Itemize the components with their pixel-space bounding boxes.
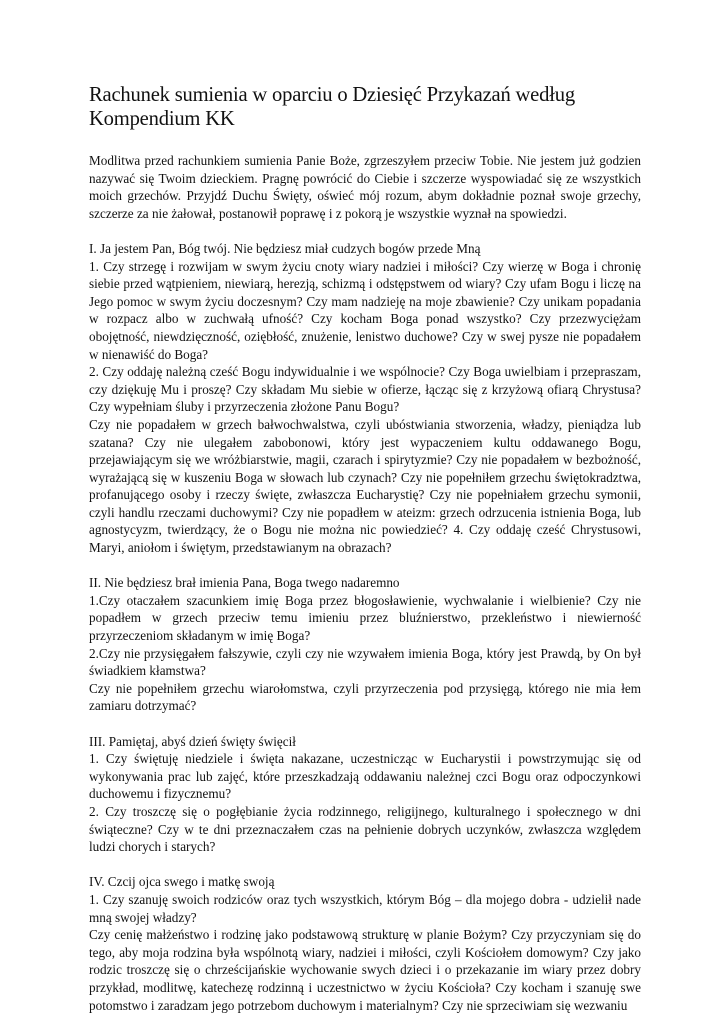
commandment-4-paragraph-1: 1. Czy szanuję swoich rodziców oraz tych wszystkich, którym Bóg – dla mojego dobra - udzielił nade mną swojej władzy? [89, 891, 641, 925]
commandment-2-heading: II. Nie będziesz brał imienia Pana, Boga twego nadaremno [89, 575, 400, 591]
commandment-3-heading: III. Pamiętaj, abyś dzień święty święcił [89, 733, 296, 749]
commandment-1-heading: I. Ja jestem Pan, Bóg twój. Nie będziesz miał cudzych bogów przede Mną [89, 240, 481, 256]
section-gap [89, 715, 641, 733]
section-gap [89, 557, 641, 575]
commandment-2-paragraph-2: 2.Czy nie przysięgałem fałszywie, czyli czy nie wzywałem imienia Boga, który jest Prawdą, by On był świadkiem kłamstwa? [89, 645, 641, 679]
commandment-4-heading: IV. Czcij ojca swego i matkę swoją [89, 874, 275, 890]
commandment-2-paragraph-1: 1.Czy otaczałem szacunkiem imię Boga przez błogosławienie, wychwalanie i wielbienie? Czy nie popadłem w grzech przeciw temu imieniu przez bluźnierstwo, przekleństwo i niewierność przyrzeczeniom składanym w imię Boga? [89, 592, 641, 644]
intro-prayer: Modlitwa przed rachunkiem sumienia Panie Boże, zgrzeszyłem przeciw Tobie. Nie jestem już godzien nazywać się Twoim dzieckiem. Pragnę powrócić do Ciebie i szczerze wyspowiadać się ze wszystkich moich grzechów. Przyjdź Duchu Święty, oświeć mój rozum, abym dokładnie poznał swoje grzechy, szczerze za nie żałował, postanowił poprawę i z pokorą je wszystkie wyznał na spowiedzi. [89, 153, 641, 221]
document-page [89, 83, 641, 1014]
commandment-3-paragraph-1: 1. Czy świętuję niedziele i święta nakazane, uczestnicząc w Eucharystii i powstrzymując się od wykonywania prac lub zajęć, które przeszkadzają oddawaniu należnej czci Bogu oraz odpoczynkowi duchowemu i fizycznemu? [89, 751, 641, 802]
section-gap [89, 856, 641, 874]
section-gap [89, 222, 641, 240]
commandment-1-paragraph-1: 1. Czy strzegę i rozwijam w swym życiu cnoty wiary nadziei i miłości? Czy wierzę w Boga i chronię siebie przed wątpieniem, niewiarą, herezją, schizmą i odstępstwem od wiary? Czy ufam Bogu i liczę na Jego pomoc w swym życiu doczesnym? Czy mam nadzieję na moje zbawienie? Czy unikam popadania w rozpacz albo w zuchwałą ufność? Czy kocham Boga ponad wszystko? Czy przezwyciężam obojętność, niewdzięczność, oziębłość, znużenie, lenistwo duchowe? Czy w swej pysze nie popadałem w nienawiść do Boga? [89, 258, 641, 362]
commandment-4-paragraph-2: Czy cenię małżeństwo i rodzinę jako podstawową strukturę w planie Bożym? Czy przyczyniam się do tego, aby moja rodzina była wspólnotą wiary, nadziei i miłości, czyli Kościołem domowym? Czy jako rodzic troszczę się o chrześcijańskie wychowanie swych dzieci i o przekazanie im wiary przez dobry przykład, modlitwę, katechezę rodzinną i uczestnictwo w życiu Kościoła? Czy kocham i szanuję swe potomstwo i zaradzam jego potrzebom duchowym i materialnym? Czy nie sprzeciwiam się wezwaniu [89, 927, 641, 1013]
commandment-1-paragraph-2: 2. Czy oddaję należną cześć Bogu indywidualnie i we wspólnocie? Czy Boga uwielbiam i przepraszam, czy dziękuję Mu i proszę? Czy składam Mu siebie w ofierze, łącząc się z krzyżową ofiarą Chrystusa? Czy wypełniam śluby i przyrzeczenia złożone Panu Bogu? [89, 364, 641, 415]
commandment-2-paragraph-3: Czy nie popełniłem grzechu wiarołomstwa, czyli przyrzeczenia pod przysięgą, którego nie mia łem zamiaru dotrzymać? [89, 680, 641, 714]
commandment-3-paragraph-2: 2. Czy troszczę się o pogłębianie życia rodzinnego, religijnego, kulturalnego i społecznego w dni świąteczne? Czy w te dni przeznaczałem czas na pełnienie dobrych uczynków, zwłaszcza względem ludzi chorych i starych? [89, 803, 641, 855]
document-title: Rachunek sumienia w oparciu o Dziesięć Przykazań według Kompendium KK [89, 84, 575, 130]
commandment-1-paragraph-3: Czy nie popadałem w grzech bałwochwalstwa, czyli ubóstwiania stworzenia, władzy, pieniądza lub szatana? Czy nie ulegałem zabobonowi, który jest wypaczeniem kultu oddawanego Bogu, przejawiającym się we wróżbiarstwie, magii, czarach i spirytyzmie? Czy nie popadałem w bezbożność, wyrażającą się w kuszeniu Boga w słowach lub czynach? Czy nie popełniłem grzechu świętokradztwa, profanującego osoby i rzeczy święte, zwłaszcza Eucharystię? Czy nie popełniałem grzechu symonii, czyli handlu rzeczami duchowymi? Czy nie popadłem w ateizm: grzech odrzucenia istnienia Boga, lub agnostycyzm, twierdzący, że o Bogu nie można nic powiedzieć? 4. Czy oddaję cześć Chrystusowi, Maryi, aniołom i świętym, przedstawianym na obrazach? [89, 416, 641, 556]
